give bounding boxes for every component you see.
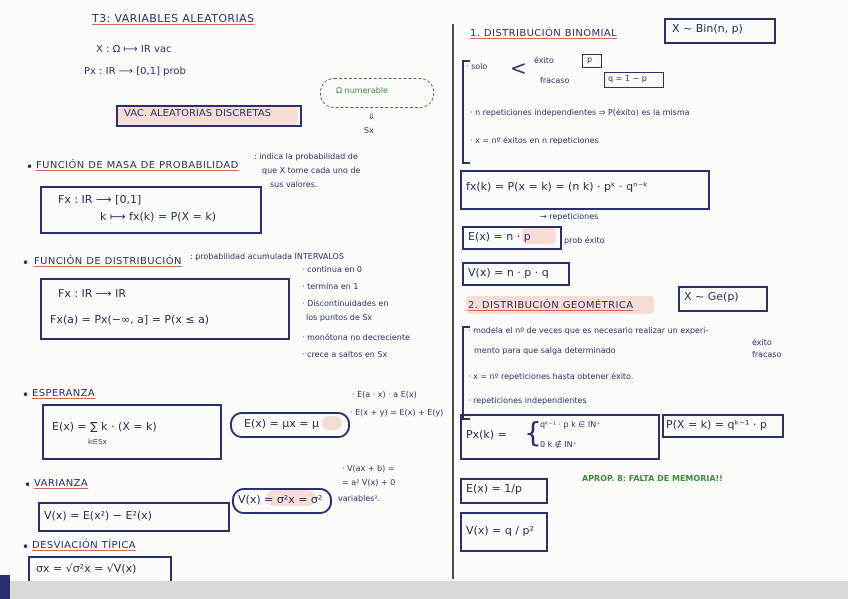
var-formula-2: V(x) = σ²x = σ² — [238, 493, 323, 506]
bin-formula-1: fx(k) = P(x = k) = (n k) · pᵏ · qⁿ⁻ᵏ — [466, 180, 648, 193]
geo-f1-label: Px(k) = — [466, 428, 507, 441]
geo-f1-bottom: 0 k ∉ IN⁺ — [540, 440, 577, 449]
dt-formula: σx = √σ²x = √V(x) — [36, 562, 137, 575]
exito-label: éxito — [534, 56, 554, 65]
geo-bullet-2: · x = nº repeticiones hasta obtener éxito. — [468, 372, 634, 381]
exito-p: p — [587, 55, 593, 64]
fracaso-q: q = 1 − p — [608, 74, 647, 83]
geo-title: 2. DISTRIBUCIÓN GEOMÉTRICA — [468, 300, 634, 311]
fd-title: FUNCIÓN DE DISTRIBUCIÓN — [34, 256, 182, 267]
rep-note: → repeticiones — [540, 212, 599, 221]
geo-brace-icon: { — [524, 416, 542, 449]
bin-bullet-2: · x = nº éxitos en n repeticiones — [470, 136, 599, 145]
fmp-formula-1: Fx : IR ⟶ [0,1] — [58, 193, 142, 206]
esp-sum-sub: k∈Sx — [88, 438, 107, 446]
def-line-2: Px : IR ⟶ [0,1] prob — [84, 66, 186, 77]
geo-formula-box: X ~ Ge(p) — [684, 290, 739, 303]
scan-corner — [0, 575, 10, 599]
var-note-1: · V(ax + b) = — [342, 464, 395, 473]
fd-note-4: los puntos de Sx — [306, 313, 373, 322]
var-note-3: variables². — [338, 494, 381, 503]
solo-label: · solo — [466, 62, 488, 71]
dt-title: DESVIACIÓN TÍPICA — [32, 540, 136, 551]
esp-note-1: · E(a · x) · a E(x) — [352, 390, 417, 399]
fmp-desc-1: : indica la probabilidad de — [254, 152, 358, 161]
brace-icon: < — [510, 56, 527, 80]
vac-title: VAC. ALEATORIAS DISCRETAS — [124, 108, 272, 119]
sx-label: Sx — [364, 126, 374, 135]
page-title: T3: VARIABLES ALEATORIAS — [92, 12, 255, 25]
fd-formula-1: Fx : IR ⟶ IR — [58, 287, 127, 300]
fmp-title: FUNCIÓN DE MASA DE PROBABILIDAD — [36, 160, 239, 171]
geo-bullet-1b: mento para que salga determinado — [474, 346, 616, 355]
fmp-desc-3: sus valores. — [270, 180, 318, 189]
var-formula-1: V(x) = E(x²) − E²(x) — [44, 509, 152, 522]
fracaso-label: fracaso — [540, 76, 570, 85]
fd-formula-2: Fx(a) = Px(−∞, a] = P(x ≤ a) — [50, 313, 210, 326]
fd-note-1: · continua en 0 — [302, 265, 363, 274]
fd-note-3: · Discontinuidades en — [302, 299, 389, 308]
bullet-dot: • — [22, 388, 30, 402]
var-title: VARIANZA — [34, 478, 89, 489]
geo-formula-v: V(x) = q / p² — [466, 524, 534, 537]
geo-bullet-1a: · modela el nº de veces que es necesario realizar un experi- — [468, 326, 709, 335]
bullet-dot: • — [24, 478, 32, 492]
geo-prop: APROP. 8: FALTA DE MEMORIA!! — [582, 474, 723, 483]
bullet-dot: • — [22, 540, 30, 554]
geo-formula-2: P(X = k) = qᵏ⁻¹ · p — [666, 418, 767, 431]
fd-desc: : probabilidad acumulada INTERVALOS — [190, 252, 344, 261]
geo-formula-e: E(x) = 1/p — [466, 482, 522, 495]
bin-bracket — [462, 60, 470, 164]
esp-note-2: · E(x + y) = E(x) + E(y) — [350, 408, 444, 417]
esp-formula-2: E(x) = μx = μ — [244, 417, 319, 430]
cloud-text: Ω numerable — [336, 86, 388, 95]
arrow-down-icon: ⇓ — [368, 112, 375, 121]
fd-note-6: · crece a saltos en Sx — [302, 350, 388, 359]
geo-fracaso: fracaso — [752, 350, 782, 359]
geo-bullet-3: · repeticiones independientes — [468, 396, 587, 405]
bullet-dot: • — [22, 256, 30, 270]
fd-note-5: · monótona no decreciente — [302, 333, 410, 342]
bin-formula-box: X ~ Bin(n, p) — [672, 22, 743, 35]
fmp-desc-2: que X tome cada uno de — [262, 166, 361, 175]
bin-formula-v: V(x) = n · p · q — [468, 266, 549, 279]
esp-formula-1: E(x) = ∑ k · (X = k) — [52, 420, 157, 433]
var-note-2: = a² V(x) + 0 — [342, 478, 396, 487]
def-line-1: X : Ω ⟼ IR vac — [96, 44, 172, 55]
scan-edge — [0, 581, 848, 599]
geo-f1-top: qᵏ⁻¹ · p k ∈ IN⁺ — [540, 420, 601, 429]
bin-formula-e: E(x) = n · p — [468, 230, 531, 243]
esp-title: ESPERANZA — [32, 388, 96, 399]
center-divider — [452, 24, 454, 579]
bullet-dot: • — [26, 160, 34, 174]
bin-e-note: prob éxito — [564, 236, 605, 245]
bin-title: 1. DISTRIBUCIÓN BINOMIAL — [470, 28, 618, 39]
fd-note-2: · termina en 1 — [302, 282, 359, 291]
bin-bullet-1: · n repeticiones independientes ⇒ P(éxito) es la misma — [470, 108, 690, 117]
fmp-formula-2: k ⟼ fx(k) = P(X = k) — [100, 210, 217, 223]
geo-exito: éxito — [752, 338, 772, 347]
